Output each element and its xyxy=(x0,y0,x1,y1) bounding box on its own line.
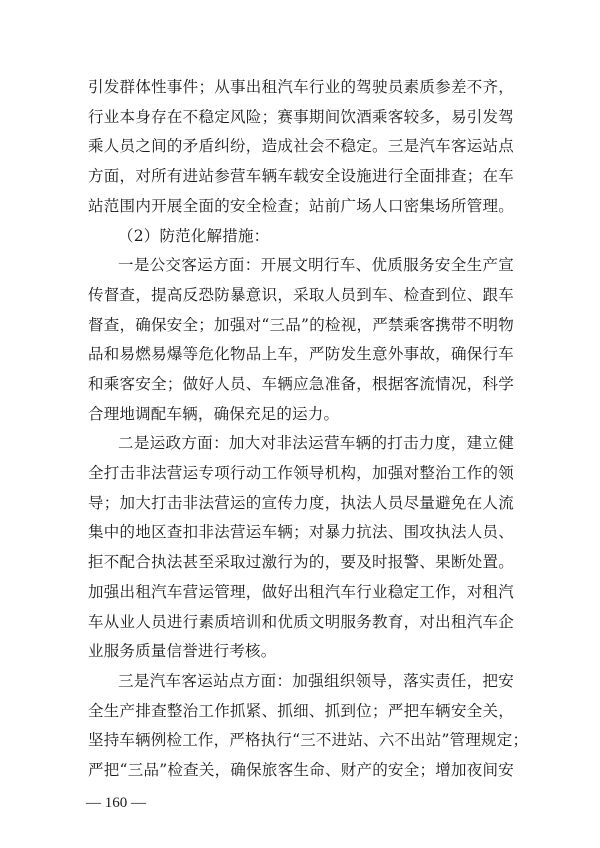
text-line: 乘人员之间的矛盾纠纷，造成社会不稳定。三是汽车客运站点 xyxy=(88,137,514,156)
text-line: 方面，对所有进站参营车辆车载安全设施进行全面排查；在车 xyxy=(88,167,514,186)
text-line: 加强出租汽车营运管理，做好出租汽车行业稳定工作，对租汽 xyxy=(88,582,514,601)
text-line: 全生产排查整治工作抓紧、抓细、抓到位；严把车辆安全关， xyxy=(88,701,514,720)
text-line: 和乘客安全；做好人员、车辆应急准备，根据客流情况，科学 xyxy=(88,375,514,393)
text-line: 坚持车辆例检工作，严格执行“三不进站、六不出站”管理规定； xyxy=(88,731,529,750)
text-line: 车从业人员进行素质培训和优质文明服务教育，对出租汽车企 xyxy=(88,612,514,631)
paragraph-first-line: 二是运政方面：加大对非法运营车辆的打击力度，建立健 xyxy=(118,434,514,453)
text-line: 业服务质量信誉进行考核。 xyxy=(88,642,277,661)
text-line: 集中的地区查扣非法营运车辆；对暴力抗法、围攻执法人员、 xyxy=(88,523,514,542)
text-line: 合理地调配车辆，确保充足的运力。 xyxy=(88,404,340,423)
text-line: 全打击非法营运专项行动工作领导机构，加强对整治工作的领 xyxy=(88,464,514,482)
text-line: 行业本身存在不稳定风险；赛事期间饮酒乘客较多，易引发驾 xyxy=(88,107,514,126)
section-heading: （2）防范化解措施： xyxy=(118,226,270,245)
text-line: 严把“三品”检查关，确保旅客生命、财产的安全；增加夜间安 xyxy=(88,761,514,779)
text-line: 品和易燃易爆等危化物品上车，严防发生意外事故，确保行车 xyxy=(88,345,514,364)
paragraph-first-line: 三是汽车客运站点方面：加强组织领导，落实责任，把安 xyxy=(118,671,514,690)
paragraph-first-line: 一是公交客运方面：开展文明行车、优质服务安全生产宣 xyxy=(118,256,514,275)
text-line: 传督查，提高反恐防暴意识，采取人员到车、检查到位、跟车 xyxy=(88,285,514,304)
text-line: 督查，确保安全；加强对“三品”的检视，严禁乘客携带不明物 xyxy=(88,315,514,334)
text-line: 导；加大打击非法营运的宣传力度，执法人员尽量避免在人流 xyxy=(88,493,514,512)
text-line: 引发群体性事件；从事出租汽车行业的驾驶员素质参差不齐， xyxy=(88,78,514,96)
text-line: 站范围内开展全面的安全检查；站前广场人口密集场所管理。 xyxy=(88,196,514,215)
text-line: 拒不配合执法甚至采取过激行为的，要及时报警、果断处置。 xyxy=(88,553,514,572)
page-number: — 160 — xyxy=(86,795,146,811)
